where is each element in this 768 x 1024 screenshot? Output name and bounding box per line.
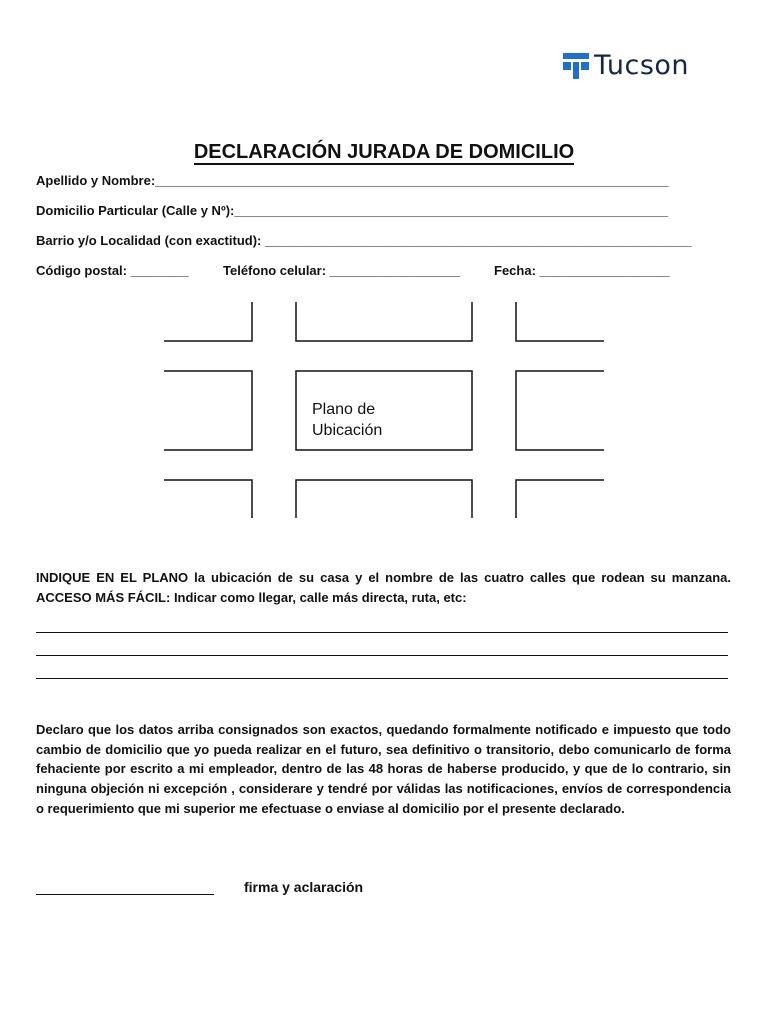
map-block-top-right [516,302,604,341]
map-block-mid-left [164,371,252,450]
map-label-line2: Ubicación [312,422,383,439]
map-block-mid-right [516,371,604,450]
signature-label: firma y aclaración [244,879,364,895]
postal-code-field[interactable]: Código postal: ________ [36,263,189,278]
map-block-bottom-left [164,480,252,518]
name-field[interactable]: Apellido y Nombre:_______________________________________________________________________ [36,173,669,188]
instructions-line2: ACCESO MÁS FÁCIL: Indicar como llegar, calle más directa, ruta, etc: [36,590,467,605]
instructions [36,568,731,608]
map-block-top-left [164,302,252,341]
answer-line-1[interactable] [36,632,728,633]
map-block-bottom-center [296,480,472,518]
answer-line-2[interactable] [36,655,728,656]
logo-text: Tucson [594,50,690,81]
map-label [312,399,382,441]
map-block-top-center [296,302,472,341]
map-block-bottom-right [516,480,604,518]
declaration-text: Declaro que los datos arriba consignados son exactos, quedando formalmente notificado e impuesto que todo cambio de domicilio que yo pueda realizar en el futuro, sea definitivo o transitorio, debo comunicarlo de forma fehaciente por escrito a mi empleador, dentro de las 48 horas de haberse producido, y que de lo contrario, sin ninguna objeción ni excepción , considerare y tendré por válidas las notificaciones, envíos de correspondencia o requerimiento que mi superior me efectuase o enviase al domicilio por el presente declarado. [36,722,731,816]
page-title-text: DECLARACIÓN JURADA DE DOMICILIO [193,141,575,163]
map-label-line1: Plano de [312,401,376,418]
date-field[interactable]: Fecha: __________________ [494,263,670,278]
address-field[interactable]: Domicilio Particular (Calle y Nº):____________________________________________________________ [36,203,669,218]
answer-line-3[interactable] [36,678,728,679]
barrio-field[interactable]: Barrio y/o Localidad (con exactitud): ___________________________________________________________ [36,233,692,248]
phone-field[interactable]: Teléfono celular: __________________ [223,263,460,278]
instructions-line1: INDIQUE EN EL PLANO la ubicación de su casa y el nombre de las cuatro calles que rodean su manzana. [36,570,731,585]
signature-line[interactable] [36,894,214,895]
